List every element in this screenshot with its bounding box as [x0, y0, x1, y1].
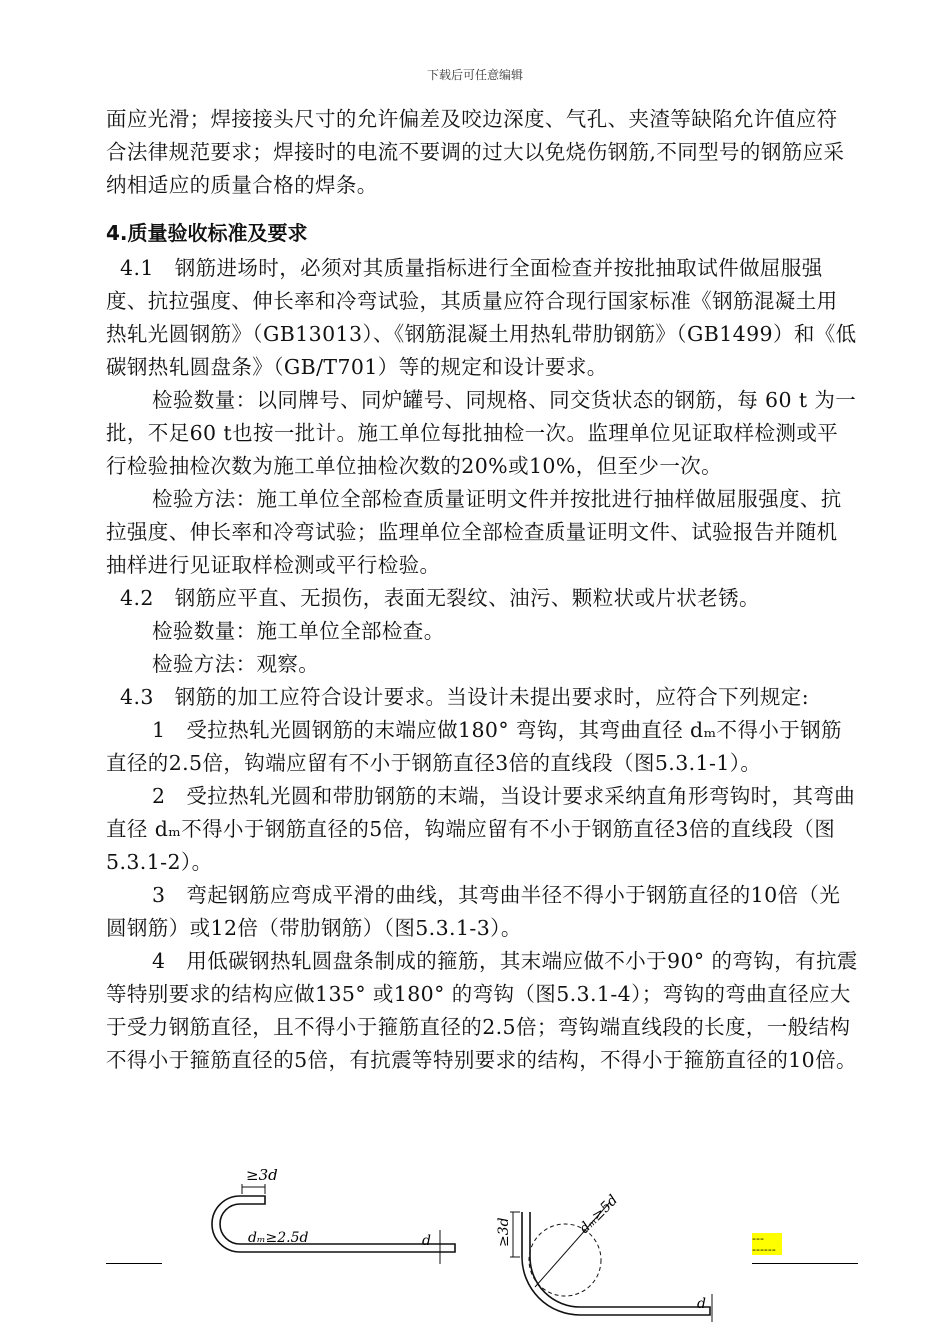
paragraph-inspection-quantity-1: 检验数量：以同牌号、同炉罐号、同规格、同交货状态的钢筋，每 60 t 为一批，不足60 t也按一批计。施工单位每批抽检一次。监理单位见证取样检测或平行检验抽检次数为施工单位抽检次数的20%或10%，但至少一次。 [106, 388, 857, 478]
hook-180-figure [212, 1184, 455, 1264]
paragraph-4-1: 4.1 钢筋进场时，必须对其质量指标进行全面检查并按批抽取试件做屈服强度、抗拉强度、伸长率和冷弯试验，其质量应符合现行国家标准《钢筋混凝土用热轧光圆钢筋》（GB13013）、《钢筋混凝土用热轧带肋钢筋》（GB1499）和《低碳钢热轧圆盘条》（GB/T701）等的规定和设计要求。 [106, 256, 857, 379]
page-header: 下载后可任意编辑 [426, 68, 523, 82]
paragraph-rule-1: 1 受拉热轧光圆钢筋的末端应做180° 弯钩，其弯曲直径 dₘ不得小于钢筋直径的2.5倍，钩端应留有不小于钢筋直径3倍的直线段（图5.3.1-1）。 [106, 718, 842, 775]
hook180-dm-label: dₘ≥2.5d [248, 1230, 309, 1246]
hook90-side-label: ≥3d [496, 1217, 512, 1247]
footer-rule-left [106, 1263, 162, 1264]
paragraph-rule-4: 4 用低碳钢热轧圆盘条制成的箍筋，其末端应做不小于90° 的弯钩，有抗震等特别要求的结构应做135° 或180° 的弯钩（图5.3.1-4）；弯钩的弯曲直径应大于受力钢筋直径，且不得小于箍筋直径的2.5倍；弯钩端直线段的长度，一般结构不得小于箍筋直径的5倍，有抗震等特别要求的结构，不得小于箍筋直径的10倍。 [106, 949, 858, 1072]
paragraph-inspection-quantity-2: 检验数量：施工单位全部检查。 [152, 619, 445, 643]
paragraph-inspection-method-2: 检验方法：观察。 [152, 652, 320, 676]
hook-diagram [160, 1152, 750, 1322]
paragraph-inspection-method-1: 检验方法：施工单位全部检查质量证明文件并按批进行抽样做屈服强度、抗拉强度、伸长率和冷弯试验；监理单位全部检查质量证明文件、试验报告并随机抽样进行见证取样检测或平行检验。 [106, 487, 842, 577]
hook90-dm-label: dₘ≥5d [576, 1192, 622, 1237]
paragraph-4-3: 4.3 钢筋的加工应符合设计要求。当设计未提出要求时，应符合下列规定: [120, 685, 810, 709]
section-heading: 4.质量验收标准及要求 [106, 221, 308, 245]
highlight-marks: --- ------ [752, 1233, 782, 1255]
hook180-top-label: ≥3d [246, 1166, 278, 1184]
paragraph-rule-3: 3 弯起钢筋应弯成平滑的曲线，其弯曲半径不得小于钢筋直径的10倍（光圆钢筋）或12倍（带肋钢筋）（图5.3.1-3）。 [106, 883, 841, 940]
hook180-d-label: d [422, 1233, 431, 1249]
hook90-d-label: d [697, 1296, 706, 1312]
paragraph-4-2: 4.2 钢筋应平直、无损伤，表面无裂纹、油污、颗粒状或片状老锈。 [120, 586, 760, 610]
hook-90-figure [510, 1202, 712, 1322]
paragraph-rule-2: 2 受拉热轧光圆和带肋钢筋的末端，当设计要求采纳直角形弯钩时，其弯曲直径 dₘ不得小于钢筋直径的5倍，钩端应留有不小于钢筋直径3倍的直线段（图5.3.1-2）。 [106, 784, 856, 874]
paragraph-welding: 面应光滑；焊接接头尺寸的允许偏差及咬边深度、气孔、夹渣等缺陷允许值应符合法律规范要求；焊接时的电流不要调的过大以免烧伤钢筋,不同型号的钢筋应采纳相适应的质量合格的焊条。 [106, 107, 845, 197]
footer-rule-right [752, 1263, 858, 1264]
